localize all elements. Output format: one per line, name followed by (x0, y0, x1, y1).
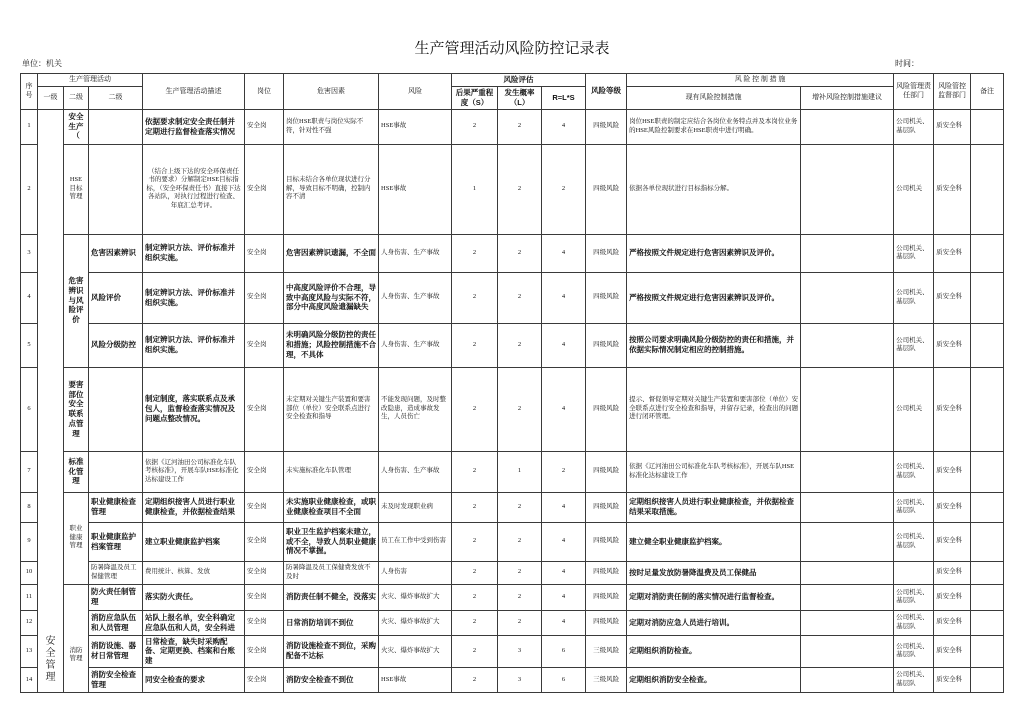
risk-level: 四级风险 (586, 323, 627, 367)
risk: 人身伤害、生产事故 (379, 451, 452, 492)
activity-description: 站队上报名单，安全科确定应急队伍和人员，安全科进 (143, 610, 245, 635)
remarks (971, 109, 1004, 144)
added-control-measure (801, 451, 894, 492)
row-number: 1 (21, 109, 38, 144)
table-row (21, 234, 1004, 272)
row-number: 7 (21, 451, 38, 492)
responsible-department: 公司机关、基层队 (894, 234, 934, 272)
activity-description: 制定辨识方法、评价标准并组织实施。 (143, 234, 245, 272)
supervising-department: 质安全科 (934, 522, 971, 561)
risk: 人身伤害 (379, 561, 452, 584)
risk-score-r: 4 (542, 323, 586, 367)
added-control-measure (801, 323, 894, 367)
remarks (971, 451, 1004, 492)
supervising-department: 质安全科 (934, 610, 971, 635)
supervising-department: 质安全科 (934, 367, 971, 451)
row-number: 8 (21, 492, 38, 522)
header-risk-control: 风 险 控 制 措 施 (627, 74, 894, 87)
risk-score-r: 2 (542, 144, 586, 234)
hazard-factor: 未定期对关键生产装置和要害部位（单位）安全联系点进行安全检查和指导 (284, 367, 379, 451)
level3-cell: 消防设施、器材日常管理 (89, 635, 143, 667)
existing-control-measure: 严格按照文件规定进行危害因素辨识及评价。 (627, 272, 801, 323)
level3-cell (89, 451, 143, 492)
remarks (971, 144, 1004, 234)
row-number: 12 (21, 610, 38, 635)
table-row (21, 367, 1004, 451)
existing-control-measure: 岗位HSE职责的制定应结合各岗位业务特点并及本岗位业务的HSE风险控制要求在HSE职责中进行明确。 (627, 109, 801, 144)
existing-control-measure: 定期对消防责任制的落实情况进行监督检查。 (627, 584, 801, 610)
risk: 人身伤害、生产事故 (379, 272, 452, 323)
risk-level: 四级风险 (586, 144, 627, 234)
row-number: 14 (21, 667, 38, 692)
existing-control-measure: 严格按照文件规定进行危害因素辨识及评价。 (627, 234, 801, 272)
post: 安全岗 (245, 109, 284, 144)
responsible-department: 公司机关、基层队 (894, 522, 934, 561)
level2-cell: 消防管理 (64, 584, 89, 692)
post: 安全岗 (245, 451, 284, 492)
severity-s: 2 (452, 323, 498, 367)
risk: HSE事故 (379, 144, 452, 234)
level3-cell: 防暑降温及员工保健管理 (89, 561, 143, 584)
hazard-factor: 职业卫生监护档案未建立，或不全，导致人员职业健康情况不掌握。 (284, 522, 379, 561)
level3-cell (89, 144, 143, 234)
activity-description: 同安全检查的要求 (143, 667, 245, 692)
header-responsible-dept: 风险管理责任部门 (894, 74, 934, 110)
row-number: 2 (21, 144, 38, 234)
row-number: 3 (21, 234, 38, 272)
header-risk: 风险 (379, 74, 452, 110)
risk-score-r: 4 (542, 234, 586, 272)
responsible-department (894, 561, 934, 584)
supervising-department: 质安全科 (934, 635, 971, 667)
risk-level: 四级风险 (586, 109, 627, 144)
risk-score-r: 4 (542, 367, 586, 451)
hazard-factor: 未实施职业健康检查，或职业健康检查项目不全面 (284, 492, 379, 522)
supervising-department: 质安全科 (934, 584, 971, 610)
unit-label: 单位：机关 (22, 59, 62, 68)
table-row (21, 584, 1004, 610)
activity-description: 建立职业健康监护档案 (143, 522, 245, 561)
responsible-department: 公司机关、基层队 (894, 584, 934, 610)
remarks (971, 234, 1004, 272)
likelihood-l: 2 (498, 272, 542, 323)
activity-description: 日常检查，缺失时采购配备、定期更换、档案和台账建 (143, 635, 245, 667)
risk-level: 四级风险 (586, 272, 627, 323)
header-severity: 后果严重程度（S） (452, 87, 498, 110)
level3-cell (89, 367, 143, 451)
table-row (21, 610, 1004, 635)
hazard-factor: 防暑降温及员工保健费发放不及时 (284, 561, 379, 584)
table-row (21, 635, 1004, 667)
header-no: 序号 (21, 74, 38, 110)
level3-cell: 职业健康监护档案管理 (89, 522, 143, 561)
hazard-factor: 未明确风险分级防控的责任和措施；风险控制措施不合理，不具体 (284, 323, 379, 367)
added-control-measure (801, 561, 894, 584)
level2-cell: HSE目标管理 (64, 144, 89, 234)
likelihood-l: 2 (498, 234, 542, 272)
risk: 火灾、爆炸事故扩大 (379, 584, 452, 610)
row-number: 11 (21, 584, 38, 610)
likelihood-l: 2 (498, 610, 542, 635)
supervising-department: 质安全科 (934, 234, 971, 272)
severity-s: 2 (452, 522, 498, 561)
risk: 火灾、爆炸事故扩大 (379, 610, 452, 635)
hazard-factor: 消防安全检查不到位 (284, 667, 379, 692)
likelihood-l: 3 (498, 635, 542, 667)
header-post: 岗位 (245, 74, 284, 110)
header-existing-measures: 现有风险控制措施 (627, 87, 801, 110)
table-row (21, 109, 1004, 144)
level2-cell: 标准化管理 (64, 451, 89, 492)
severity-s: 2 (452, 367, 498, 451)
responsible-department: 公司机关、基层队 (894, 109, 934, 144)
responsible-department: 公司机关 (894, 367, 934, 451)
document-title: 生产管理活动风险防控记录表 (414, 41, 610, 57)
header-risk-assessment: 风险评估 (452, 74, 586, 87)
activity-description: 费用统计、核算、发放 (143, 561, 245, 584)
existing-control-measure: 按照公司要求明确风险分级防控的责任和措施，并依据实际情况制定相应的控制措施。 (627, 323, 801, 367)
likelihood-l: 2 (498, 584, 542, 610)
remarks (971, 667, 1004, 692)
risk: 不能发现问题，及时整改隐患，造成事故发生，人员伤亡 (379, 367, 452, 451)
post: 安全岗 (245, 561, 284, 584)
likelihood-l: 2 (498, 144, 542, 234)
risk-level: 四级风险 (586, 367, 627, 451)
level2-cell: 职业健康管理 (64, 492, 89, 584)
supervising-department: 质安全科 (934, 492, 971, 522)
activity-description: 定期组织接害人员进行职业健康检查，并依据检查结果 (143, 492, 245, 522)
level1-cell: 安全管理 (38, 109, 64, 692)
remarks (971, 610, 1004, 635)
level3-cell: 职业健康检查管理 (89, 492, 143, 522)
hazard-factor: 消防责任制不健全，没落实 (284, 584, 379, 610)
risk: 未及时发现职业病 (379, 492, 452, 522)
likelihood-l: 2 (498, 522, 542, 561)
risk-level: 四级风险 (586, 610, 627, 635)
header-risk-score: R=L*S (542, 87, 586, 110)
level2-cell: 要害部位安全联系点管理 (64, 367, 89, 451)
likelihood-l: 2 (498, 492, 542, 522)
header-description: 生产管理活动描述 (143, 74, 245, 110)
hazard-factor: 危害因素辨识遗漏，不全面 (284, 234, 379, 272)
activity-description: 落实防火责任。 (143, 584, 245, 610)
post: 安全岗 (245, 667, 284, 692)
likelihood-l: 2 (498, 323, 542, 367)
header-level3: 二级 (89, 87, 143, 110)
header-row (21, 74, 1004, 87)
likelihood-l: 2 (498, 109, 542, 144)
existing-control-measure: 定期对消防应急人员进行培训。 (627, 610, 801, 635)
risk-score-r: 4 (542, 492, 586, 522)
severity-s: 2 (452, 610, 498, 635)
severity-s: 2 (452, 635, 498, 667)
table-row (21, 492, 1004, 522)
row-number: 6 (21, 367, 38, 451)
severity-s: 2 (452, 667, 498, 692)
risk-score-r: 4 (542, 522, 586, 561)
level2-cell: 安全生产（ (64, 109, 89, 144)
table-row (21, 451, 1004, 492)
risk: 员工在工作中受到伤害 (379, 522, 452, 561)
severity-s: 2 (452, 584, 498, 610)
supervising-department: 质安全科 (934, 272, 971, 323)
hazard-factor: 未实施标准化车队管理 (284, 451, 379, 492)
post: 安全岗 (245, 234, 284, 272)
risk-score-r: 6 (542, 667, 586, 692)
responsible-department: 公司机关、基层队 (894, 323, 934, 367)
responsible-department: 公司机关、基层队 (894, 272, 934, 323)
hazard-factor: 日常消防培训不到位 (284, 610, 379, 635)
post: 安全岗 (245, 323, 284, 367)
activity-description: 制定制度，落实联系点及承包人，监督检查落实情况及问题点整改情况。 (143, 367, 245, 451)
header-likelihood: 发生概率（L） (498, 87, 542, 110)
table-row (21, 561, 1004, 584)
activity-description: 依据《辽河油田公司标准化车队考核标准》，开展车队HSE标准化达标建设工作 (143, 451, 245, 492)
added-control-measure (801, 492, 894, 522)
supervising-department: 质安全科 (934, 667, 971, 692)
post: 安全岗 (245, 635, 284, 667)
supervising-department: 质安全科 (934, 144, 971, 234)
remarks (971, 492, 1004, 522)
level3-cell: 消防应急队伍和人员管理 (89, 610, 143, 635)
post: 安全岗 (245, 272, 284, 323)
likelihood-l: 3 (498, 667, 542, 692)
responsible-department: 公司机关 (894, 144, 934, 234)
severity-s: 2 (452, 109, 498, 144)
risk-level: 四级风险 (586, 584, 627, 610)
header-remarks: 备注 (971, 74, 1004, 110)
post: 安全岗 (245, 610, 284, 635)
row-number: 4 (21, 272, 38, 323)
risk-score-r: 6 (542, 635, 586, 667)
risk-score-r: 4 (542, 610, 586, 635)
hazard-factor: 目标未结合各单位现状进行分解，导致目标不明确，控制内容不清 (284, 144, 379, 234)
remarks (971, 635, 1004, 667)
activity-description: 依据要求制定安全责任制并定期进行监督检查落实情况 (143, 109, 245, 144)
risk-score-r: 4 (542, 561, 586, 584)
added-control-measure (801, 367, 894, 451)
risk: HSE事故 (379, 667, 452, 692)
risk: 人身伤害、生产事故 (379, 234, 452, 272)
post: 安全岗 (245, 144, 284, 234)
level3-cell: 防火责任制管理 (89, 584, 143, 610)
risk: HSE事故 (379, 109, 452, 144)
likelihood-l: 2 (498, 561, 542, 584)
existing-control-measure: 提示、督促领导定期对关键生产装置和要害部位（单位）安全联系点进行安全检查和指导，并留存记录，检查出的问题进行闭环管理。 (627, 367, 801, 451)
existing-control-measure: 定期组织接害人员进行职业健康检查，并依据检查结果采取措施。 (627, 492, 801, 522)
activity-description: 制定辨识方法、评价标准并组织实施。 (143, 323, 245, 367)
post: 安全岗 (245, 367, 284, 451)
added-control-measure (801, 584, 894, 610)
hazard-factor: 消防设施检查不到位，采购配备不达标 (284, 635, 379, 667)
existing-control-measure: 依据各单位现状进行目标指标分解。 (627, 144, 801, 234)
responsible-department: 公司机关、基层队 (894, 492, 934, 522)
risk-score-r: 4 (542, 109, 586, 144)
row-number: 5 (21, 323, 38, 367)
level3-cell: 危害因素辨识 (89, 234, 143, 272)
added-control-measure (801, 610, 894, 635)
supervising-department: 质安全科 (934, 561, 971, 584)
added-control-measure (801, 272, 894, 323)
risk-score-r: 4 (542, 272, 586, 323)
existing-control-measure: 定期组织消防检查。 (627, 635, 801, 667)
level3-cell: 风险分级防控 (89, 323, 143, 367)
row-number: 9 (21, 522, 38, 561)
time-label: 时间： (895, 59, 919, 68)
severity-s: 2 (452, 451, 498, 492)
header-supervising-dept: 风险管控监督部门 (934, 74, 971, 110)
level2-cell: 危害辨识与风险评价 (64, 234, 89, 367)
likelihood-l: 1 (498, 451, 542, 492)
header-added-measures: 增补风险控制措施建议 (801, 87, 894, 110)
activity-description: 制定辨识方法、评价标准并组织实施。 (143, 272, 245, 323)
remarks (971, 272, 1004, 323)
risk-level: 四级风险 (586, 492, 627, 522)
risk-level: 四级风险 (586, 561, 627, 584)
remarks (971, 323, 1004, 367)
table-row (21, 667, 1004, 692)
risk-level: 三级风险 (586, 635, 627, 667)
remarks (971, 561, 1004, 584)
risk-level: 四级风险 (586, 522, 627, 561)
activity-description: （结合上级下达的安全环保责任书的要求）分解制定HSE目标指标，（安全环保责任书）直接下达各站队，对执行过程进行检查、年底汇总考评。 (143, 144, 245, 234)
risk-control-table (20, 73, 1004, 693)
header-level1: 一级 (38, 87, 64, 110)
level3-cell: 消防安全检查管理 (89, 667, 143, 692)
remarks (971, 367, 1004, 451)
post: 安全岗 (245, 522, 284, 561)
remarks (971, 584, 1004, 610)
level3-cell (89, 109, 143, 144)
hazard-factor: 岗位HSE职责与岗位实际不符，针对性不强 (284, 109, 379, 144)
supervising-department: 质安全科 (934, 323, 971, 367)
responsible-department: 公司机关、基层队 (894, 610, 934, 635)
existing-control-measure: 定期组织消防安全检查。 (627, 667, 801, 692)
severity-s: 2 (452, 234, 498, 272)
existing-control-measure: 依据《辽河油田公司标准化车队考核标准》，开展车队HSE标准化达标建设工作 (627, 451, 801, 492)
added-control-measure (801, 144, 894, 234)
header-level2: 二级 (64, 87, 89, 110)
added-control-measure (801, 109, 894, 144)
level3-cell: 风险评价 (89, 272, 143, 323)
header-hazard: 危害因素 (284, 74, 379, 110)
row-number: 10 (21, 561, 38, 584)
severity-s: 2 (452, 561, 498, 584)
hazard-factor: 中高度风险评价不合理，导致中高度风险与实际不符，部分中高度风险遗漏缺失 (284, 272, 379, 323)
added-control-measure (801, 635, 894, 667)
table-row (21, 144, 1004, 234)
risk-level: 三级风险 (586, 667, 627, 692)
existing-control-measure: 按时足量发放防暑降温费及员工保健品 (627, 561, 801, 584)
added-control-measure (801, 667, 894, 692)
added-control-measure (801, 522, 894, 561)
remarks (971, 522, 1004, 561)
risk-level: 四级风险 (586, 234, 627, 272)
post: 安全岗 (245, 492, 284, 522)
header-activity: 生产管理活动 (38, 74, 143, 87)
post: 安全岗 (245, 584, 284, 610)
supervising-department: 质安全科 (934, 451, 971, 492)
risk-score-r: 4 (542, 584, 586, 610)
responsible-department: 公司机关、基层队 (894, 451, 934, 492)
risk-level: 四级风险 (586, 451, 627, 492)
severity-s: 2 (452, 492, 498, 522)
existing-control-measure: 建立健全职业健康监护档案。 (627, 522, 801, 561)
severity-s: 2 (452, 272, 498, 323)
likelihood-l: 2 (498, 367, 542, 451)
severity-s: 1 (452, 144, 498, 234)
table-row (21, 323, 1004, 367)
header-risk-level: 风险等级 (586, 74, 627, 110)
risk: 人身伤害、生产事故 (379, 323, 452, 367)
risk-score-r: 2 (542, 451, 586, 492)
table-row (21, 272, 1004, 323)
table-row (21, 522, 1004, 561)
responsible-department: 公司机关、基层队 (894, 667, 934, 692)
added-control-measure (801, 234, 894, 272)
risk: 火灾、爆炸事故扩大 (379, 635, 452, 667)
responsible-department: 公司机关、基层队 (894, 635, 934, 667)
row-number: 13 (21, 635, 38, 667)
supervising-department: 质安全科 (934, 109, 971, 144)
